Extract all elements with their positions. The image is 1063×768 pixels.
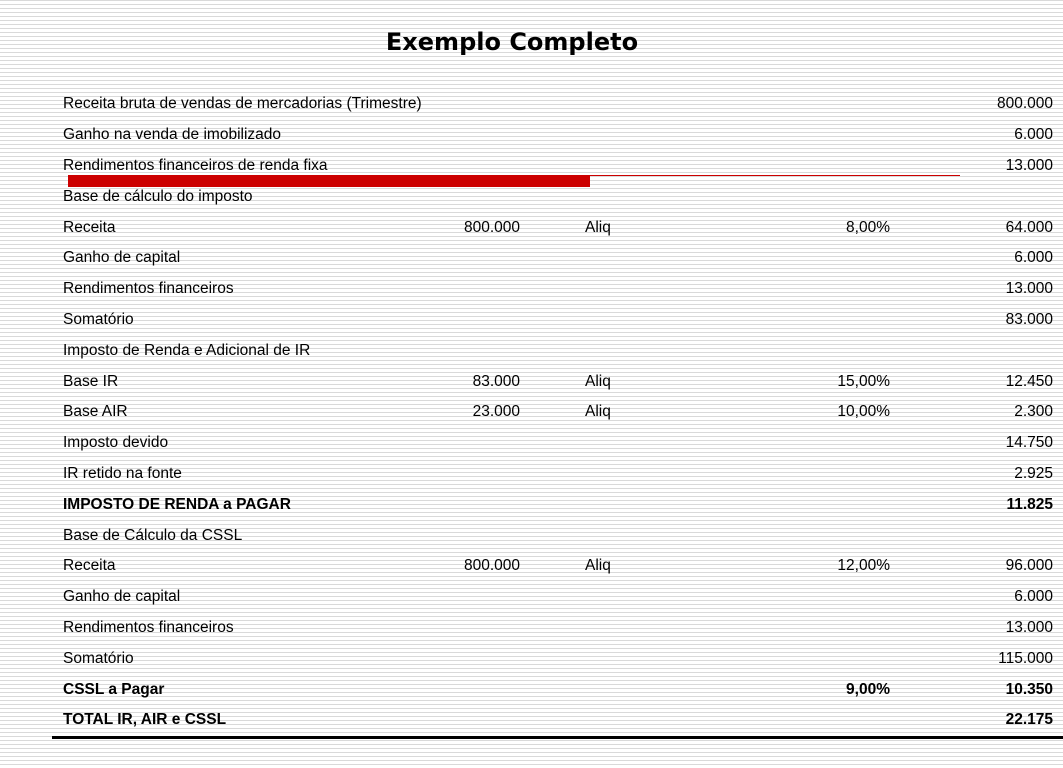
row-aliq-label (520, 120, 765, 151)
row-value (890, 520, 1063, 551)
row-base-value (418, 151, 520, 182)
table-row (52, 120, 1063, 151)
row-rate (765, 428, 890, 459)
row-value: 11.825 (1006, 495, 1053, 513)
row-rate (765, 582, 890, 613)
row-base-value (418, 243, 520, 274)
row-aliq-label (520, 181, 765, 212)
row-label: Somatório (63, 310, 134, 328)
row-label: Rendimentos financeiros (63, 618, 234, 636)
row-value: 115.000 (998, 649, 1053, 667)
row-aliq-label (520, 489, 765, 520)
row-aliq-label (520, 274, 765, 305)
row-rate (765, 520, 890, 551)
row-value: 6.000 (1014, 588, 1053, 606)
table-row (52, 643, 1063, 674)
row-value: 22.175 (890, 705, 1063, 737)
row-rate (765, 489, 890, 520)
row-rate (765, 181, 890, 212)
row-aliq-label (520, 582, 765, 613)
row-value: 12.450 (1005, 372, 1053, 390)
row-label: Ganho de capital (63, 588, 181, 606)
row-label: CSSL a Pagar (63, 680, 165, 698)
table-row (52, 305, 1063, 336)
row-base-value (418, 459, 520, 490)
row-rate (765, 89, 890, 120)
row-base-value: 800.000 (463, 557, 520, 575)
row-aliq-label (520, 305, 765, 336)
table-row (52, 613, 1063, 644)
row-value: 2.925 (1014, 464, 1053, 482)
table-row (52, 582, 1063, 613)
row-rate (765, 243, 890, 274)
table-row (52, 366, 1063, 397)
table-body (52, 89, 1063, 737)
row-aliq-label: Aliq (585, 403, 611, 421)
table-row (52, 397, 1063, 428)
row-base-value (418, 674, 520, 705)
slide-title: Exemplo Completo (385, 28, 639, 56)
row-value: 6.000 (1014, 126, 1053, 144)
row-base-value (418, 613, 520, 644)
row-value (890, 181, 1063, 212)
table-row (52, 520, 1063, 551)
table-row (52, 459, 1063, 490)
row-aliq-label: Aliq (585, 218, 611, 236)
row-label: Base de Cálculo da CSSL (63, 526, 243, 544)
row-aliq-label (520, 613, 765, 644)
row-value: 800.000 (996, 95, 1053, 113)
row-label: Ganho de capital (63, 249, 181, 267)
row-rate (765, 120, 890, 151)
table-row (52, 243, 1063, 274)
row-base-value (418, 489, 520, 520)
row-value: 64.000 (1005, 218, 1053, 236)
row-value: 14.750 (1005, 434, 1053, 452)
row-value: 2.300 (1014, 403, 1053, 421)
row-base-value (418, 305, 520, 336)
row-aliq-label (520, 643, 765, 674)
table-row (52, 335, 1063, 366)
row-base-value: 800.000 (463, 218, 520, 236)
row-aliq-label (520, 428, 765, 459)
row-rate: 9,00% (846, 680, 890, 698)
row-value: 13.000 (1005, 618, 1053, 636)
row-rate (765, 643, 890, 674)
row-base-value: 83.000 (472, 372, 520, 390)
row-label: Base IR (63, 372, 119, 390)
row-base-value (418, 643, 520, 674)
row-aliq-label (520, 705, 765, 737)
row-value: 83.000 (1005, 310, 1053, 328)
row-label: Receita bruta de vendas de mercadorias (Trimestre) (63, 95, 422, 113)
row-aliq-label: Aliq (585, 372, 611, 390)
row-aliq-label (520, 151, 765, 182)
row-rate (765, 459, 890, 490)
row-rate (765, 274, 890, 305)
table-row (52, 89, 1063, 120)
row-rate (765, 305, 890, 336)
table-row (52, 551, 1063, 582)
row-label: Base AIR (63, 403, 128, 421)
row-base-value (418, 428, 520, 459)
row-label: Imposto de Renda e Adicional de IR (63, 341, 311, 359)
row-aliq-label (520, 674, 765, 705)
row-label: Imposto devido (63, 434, 169, 452)
row-base-value (418, 705, 520, 737)
row-aliq-label (520, 335, 765, 366)
row-base-value (418, 582, 520, 613)
row-value: 96.000 (1005, 557, 1053, 575)
row-label: Ganho na venda de imobilizado (63, 126, 282, 144)
row-aliq-label (520, 459, 765, 490)
table-row (52, 212, 1063, 243)
row-value: 13.000 (1005, 280, 1053, 298)
row-aliq-label (520, 89, 765, 120)
row-label: TOTAL IR, AIR e CSSL (52, 705, 418, 737)
table-row (52, 181, 1063, 212)
tax-calculation-table (52, 89, 1063, 739)
row-label: IR retido na fonte (63, 464, 182, 482)
row-base-value: 23.000 (472, 403, 520, 421)
row-label: Receita (63, 557, 116, 575)
row-aliq-label (520, 520, 765, 551)
row-base-value (418, 181, 520, 212)
table-row (52, 489, 1063, 520)
table-row (52, 674, 1063, 705)
table-row (52, 151, 1063, 182)
row-rate: 10,00% (837, 403, 890, 421)
row-rate: 12,00% (837, 557, 890, 575)
row-label: Base de cálculo do imposto (63, 187, 253, 205)
row-aliq-label: Aliq (585, 557, 611, 575)
row-value: 10.350 (1005, 680, 1053, 698)
row-rate (765, 335, 890, 366)
table-row (52, 428, 1063, 459)
table-row (52, 274, 1063, 305)
row-value: 13.000 (1005, 156, 1053, 174)
row-label: Rendimentos financeiros de renda fixa (63, 156, 328, 174)
row-label: Somatório (63, 649, 134, 667)
row-base-value (418, 520, 520, 551)
row-aliq-label (520, 243, 765, 274)
row-label: Rendimentos financeiros (63, 280, 234, 298)
row-rate (765, 705, 890, 737)
table-row (52, 705, 1063, 737)
row-value (890, 335, 1063, 366)
row-rate: 8,00% (846, 218, 890, 236)
row-label: Receita (63, 218, 116, 236)
row-label: IMPOSTO DE RENDA a PAGAR (63, 495, 291, 513)
row-rate (765, 613, 890, 644)
row-rate: 15,00% (837, 372, 890, 390)
row-base-value (418, 335, 520, 366)
row-rate (765, 151, 890, 182)
row-base-value (418, 120, 520, 151)
row-base-value (418, 89, 520, 120)
row-value: 6.000 (1014, 249, 1053, 267)
row-base-value (418, 274, 520, 305)
